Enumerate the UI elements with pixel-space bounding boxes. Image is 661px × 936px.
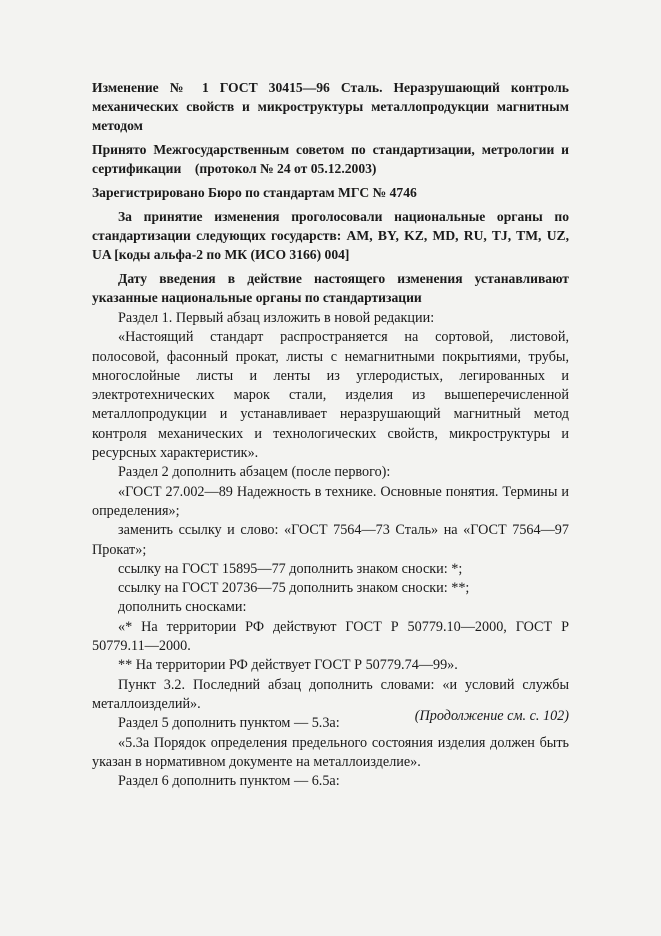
paragraph: «ГОСТ 27.002—89 Надежность в технике. Основные понятия. Термины и определения»; [92, 483, 569, 519]
paragraph: Пункт 3.2. Последний абзац дополнить словами: «и условий службы металлоизделий». [92, 676, 569, 712]
paragraph: Раздел 1. Первый абзац изложить в новой редакции: [118, 310, 435, 326]
paragraph: «5.3а Порядок определения предельного состояния изделия должен быть указан в нормативном документе на металлоизделие». [92, 734, 569, 770]
paragraph: Раздел 2 дополнить абзацем (после первого): [118, 464, 391, 481]
paragraph: «Настоящий стандарт распространяется на сортовой, листовой, полосовой, фасонный прокат, листы с немагнитными покрытиями, трубы, многослойные листы и ленты из углеродистых, легированных и электротехнических марок стали, изделия из вышеперечисленной металлопродукции и устанавливает неразрушающий магнитный метод контроля механических и технологических свойств, микроструктуры и ресурсных характеристик». [92, 329, 569, 462]
paragraph: Раздел 6 дополнить пунктом — 6.5а: [118, 773, 340, 790]
amendment-title: Изменение № 1 ГОСТ 30415—96 Сталь. Неразрушающий контроль механических свойств и микроструктуры металлопродукции магнитным методом [92, 80, 569, 133]
accepted-by: Принято Межгосударственным советом по стандартизации, метрологии и сертификации (протокол № 24 от 05.12.2003) [92, 142, 573, 176]
continuation-note: (Продолжение см. с. 102) [414, 708, 569, 724]
paragraph: «* На территории РФ действуют ГОСТ Р 50779.10—2000, ГОСТ Р 50779.11—2000. [92, 618, 569, 655]
paragraph: дополнить сносками: [118, 599, 247, 616]
voted-states: За принятие изменения проголосовали национальные органы по стандартизации следующих государств: AM, BY, KZ, MD, RU, TJ, TM, UZ, UA [коды альфа-2 по МК (ИСО 3166) 004] [92, 209, 569, 262]
paragraph: ссылку на ГОСТ 20736—75 дополнить знаком сноски: **; [118, 580, 470, 597]
introduction-date-note: Дату введения в действие настоящего изменения устанавливают указанные национальные органы по стандартизации [92, 271, 569, 305]
registered-note: Зарегистрировано Бюро по стандартам МГС № 4746 [92, 185, 417, 200]
paragraph: ссылку на ГОСТ 15895—77 дополнить знаком сноски: *; [118, 560, 463, 577]
paragraph: ** На территории РФ действует ГОСТ Р 50779.74—99». [118, 657, 458, 674]
paragraph: Раздел 5 дополнить пунктом — 5.3а: [118, 715, 340, 732]
paragraph: заменить ссылку и слово: «ГОСТ 7564—73 Сталь» на «ГОСТ 7564—97 Прокат»; [92, 522, 569, 558]
